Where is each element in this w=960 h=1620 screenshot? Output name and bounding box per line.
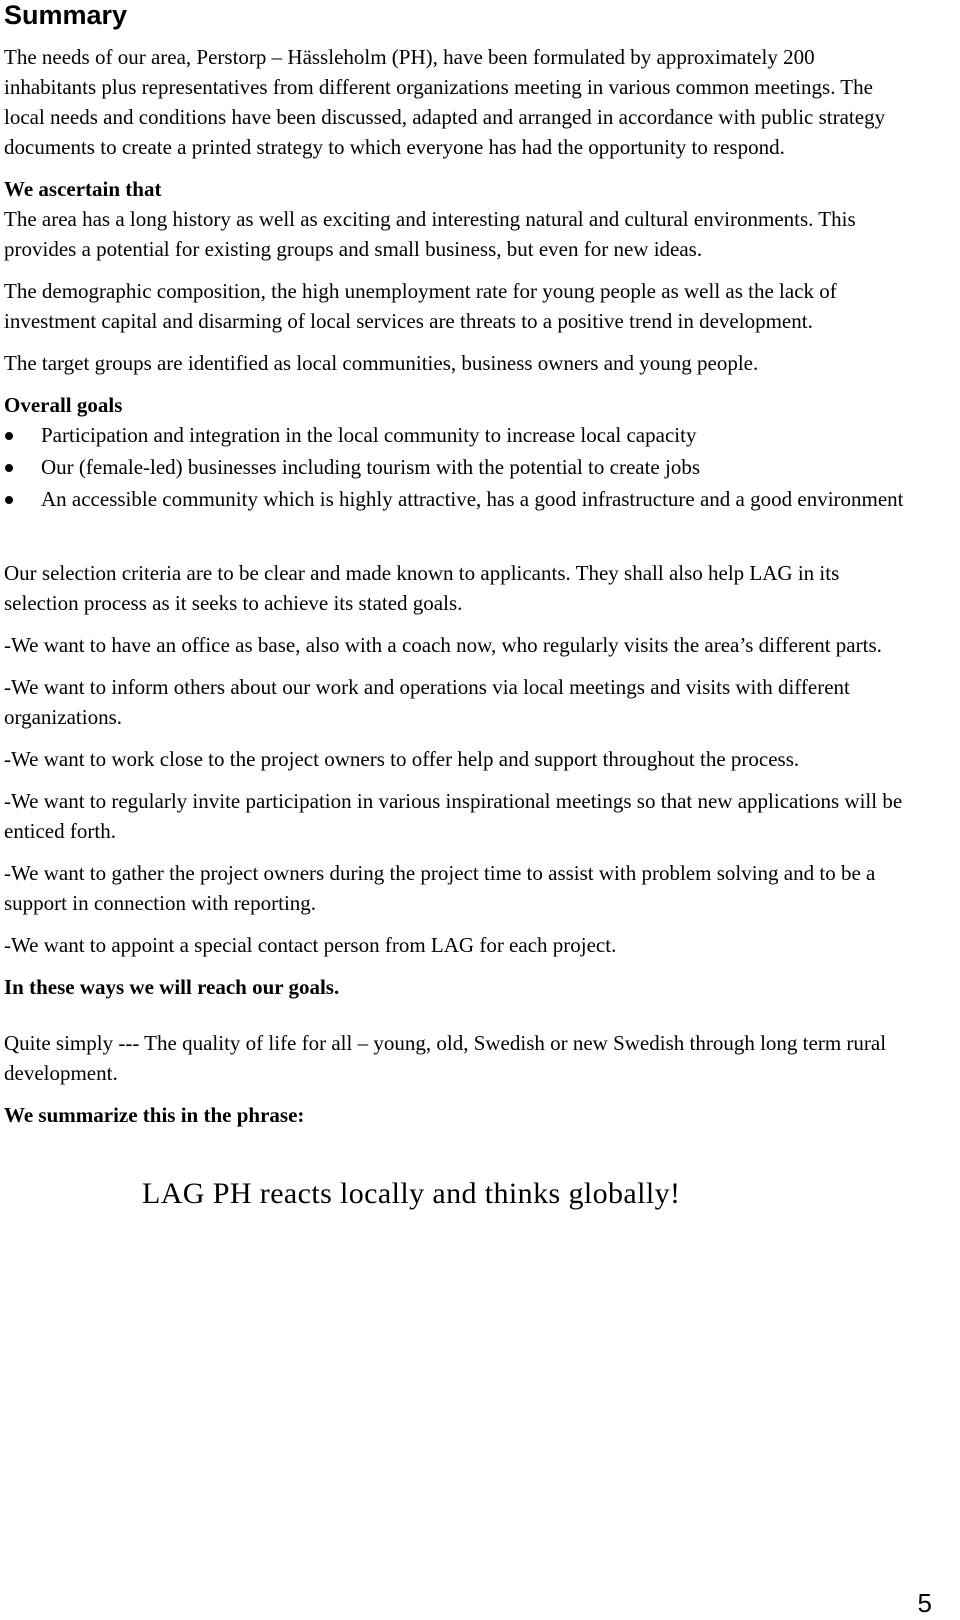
ascertain-paragraph-3: The target groups are identified as local communities, business owners and young people.: [4, 351, 759, 375]
quality-paragraph: Quite simply --- The quality of life for all – young, old, Swedish or new Swedish through long term rural development.: [4, 1031, 887, 1085]
section-spacer: [4, 516, 904, 558]
bullet-icon: [5, 496, 13, 504]
page-title: Summary: [4, 0, 128, 30]
section-spacer: [4, 1014, 904, 1028]
criteria-paragraph: -We want to inform others about our work and operations via local meetings and visits with different organizations.: [4, 675, 850, 729]
goal-text: Our (female-led) businesses including tourism with the potential to create jobs: [41, 455, 700, 479]
intro-paragraph: The needs of our area, Perstorp – Hässleholm (PH), have been formulated by approximately 200 inhabitants plus representatives from different organizations meeting in various common meetings. The local needs and conditions have been discussed, adapted and arranged in accordance with public strategy documents to create a printed strategy to which everyone has had the opportunity to respond.: [4, 45, 886, 159]
goals-heading: Overall goals: [4, 393, 123, 417]
ascertain-heading: We ascertain that: [4, 177, 162, 201]
criteria-paragraph: -We want to have an office as base, also with a coach now, who regularly visits the area’s different parts.: [4, 633, 882, 657]
goal-text: Participation and integration in the local community to increase local capacity: [41, 423, 697, 447]
page-number: 5: [917, 1588, 932, 1618]
goal-text: An accessible community which is highly attractive, has a good infrastructure and a good environment: [41, 487, 904, 511]
bullet-icon: [5, 464, 13, 472]
goals-list: [4, 420, 904, 514]
list-item: [4, 420, 904, 450]
ascertain-block: [4, 174, 904, 264]
list-item: [4, 484, 904, 514]
criteria-paragraph: Our selection criteria are to be clear and made known to applicants. They shall also help LAG in its selection process as it seeks to achieve its stated goals.: [4, 561, 840, 615]
goals-section: [4, 390, 904, 514]
summarize-heading: We summarize this in the phrase:: [4, 1103, 305, 1127]
ascertain-paragraph-2: The demographic composition, the high unemployment rate for young people as well as the lack of investment capital and disarming of local services are threats to a positive trend in development.: [4, 279, 837, 333]
criteria-paragraph: -We want to regularly invite participation in various inspirational meetings so that new applications will be enticed forth.: [4, 789, 903, 843]
criteria-paragraph: -We want to work close to the project owners to offer help and support throughout the process.: [4, 747, 800, 771]
criteria-paragraph: -We want to appoint a special contact person from LAG for each project.: [4, 933, 617, 957]
criteria-paragraph: -We want to gather the project owners during the project time to assist with problem solving and to be a support in connection with reporting.: [4, 861, 876, 915]
ascertain-paragraph-1: The area has a long history as well as exciting and interesting natural and cultural environments. This provides a potential for existing groups and small business, but even for new ideas.: [4, 207, 856, 261]
reach-goals-statement: In these ways we will reach our goals.: [4, 975, 340, 999]
list-item: [4, 452, 904, 482]
slogan: LAG PH reacts locally and thinks globally!: [142, 1177, 681, 1210]
document-page: [4, 0, 904, 1212]
bullet-icon: [5, 432, 13, 440]
